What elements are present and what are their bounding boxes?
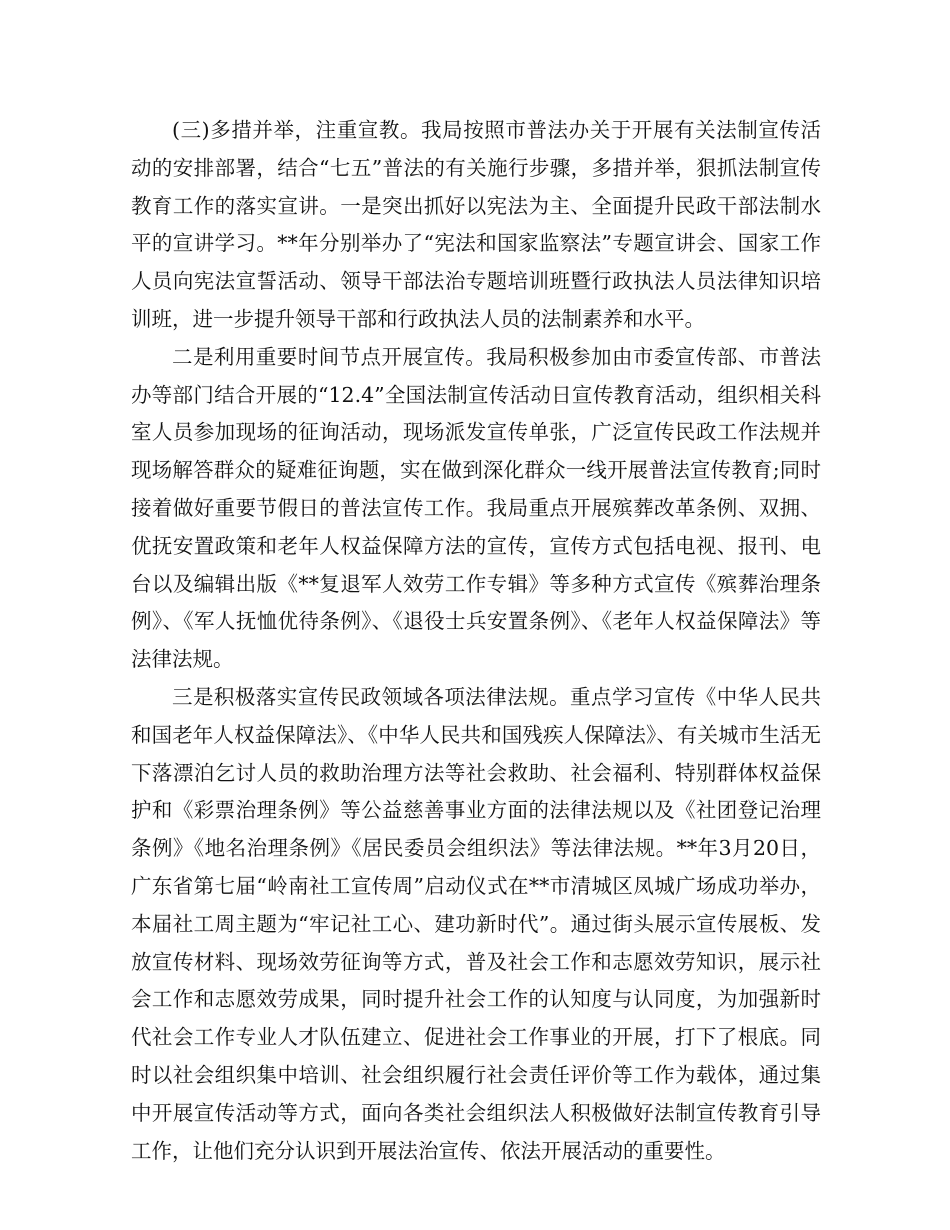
paragraph-publicity-measures: (三)多措并举，注重宣教。我局按照市普法办关于开展有关法制宣传活动的安排部署，结合“七五”普法的有关施行步骤，多措并举，狠抓法制宣传教育工作的落实宣讲。一是突出抓好以宪法为主、全面提升民政干部法制水平的宣讲学习。**年分别举办了“宪法和国家监察法”专题宣讲会、国家工作人员向宪法宣誓活动、领导干部法治专题培训班暨行政执法人员法律知识培训班，进一步提升领导干部和行政执法人员的法制素养和水平。 (131, 118, 821, 331)
paragraph-key-dates-publicity: 二是利用重要时间节点开展宣传。我局积极参加由市委宣传部、市普法办等部门结合开展的“12.4”全国法制宣传活动日宣传教育活动，组织相关科室人员参加现场的征询活动，现场派发宣传单张，广泛宣传民政工作法规并现场解答群众的疑难征询题，实在做到深化群众一线开展普法宣传教育;同时接着做好重要节假日的普法宣传工作。我局重点开展殡葬改革条例、双拥、优抚安置政策和老年人权益保障方法的宣传，宣传方式包括电视、报刊、电台以及编辑出版《**复退军人效劳工作专辑》等多种方式宣传《殡葬治理条例》、《军人抚恤优待条例》、《退役士兵安置条例》、《老年人权益保障法》等法律法规。 (131, 344, 821, 672)
document-body (131, 112, 821, 1170)
paragraph-civil-affairs-laws: 三是积极落实宣传民政领域各项法律法规。重点学习宣传《中华人民共和国老年人权益保障法》、《中华人民共和国残疾人保障法》、有关城市生活无下落漂泊乞讨人员的救助治理方法等社会救助、社会福利、特别群体权益保护和《彩票治理条例》等公益慈善事业方面的法律法规以及《社团登记治理条例》《地名治理条例》《居民委员会组织法》等法律法规。**年3月20日，广东省第七届“岭南社工宣传周”启动仪式在**市清城区凤城广场成功举办，本届社工周主题为“牢记社工心、建功新时代”。通过街头展示宣传展板、发放宣传材料、现场效劳征询等方式，普及社会工作和志愿效劳知识，展示社会工作和志愿效劳成果，同时提升社会工作的认知度与认同度，为加强新时代社会工作专业人才队伍建立、促进社会工作事业的开展，打下了根底。同时以社会组织集中培训、社会组织履行社会责任评价等工作为载体，通过集中开展宣传活动等方式，面向各类社会组织法人积极做好法制宣传教育引导工作，让他们充分认识到开展法治宣传、依法开展活动的重要性。 (131, 684, 821, 1163)
